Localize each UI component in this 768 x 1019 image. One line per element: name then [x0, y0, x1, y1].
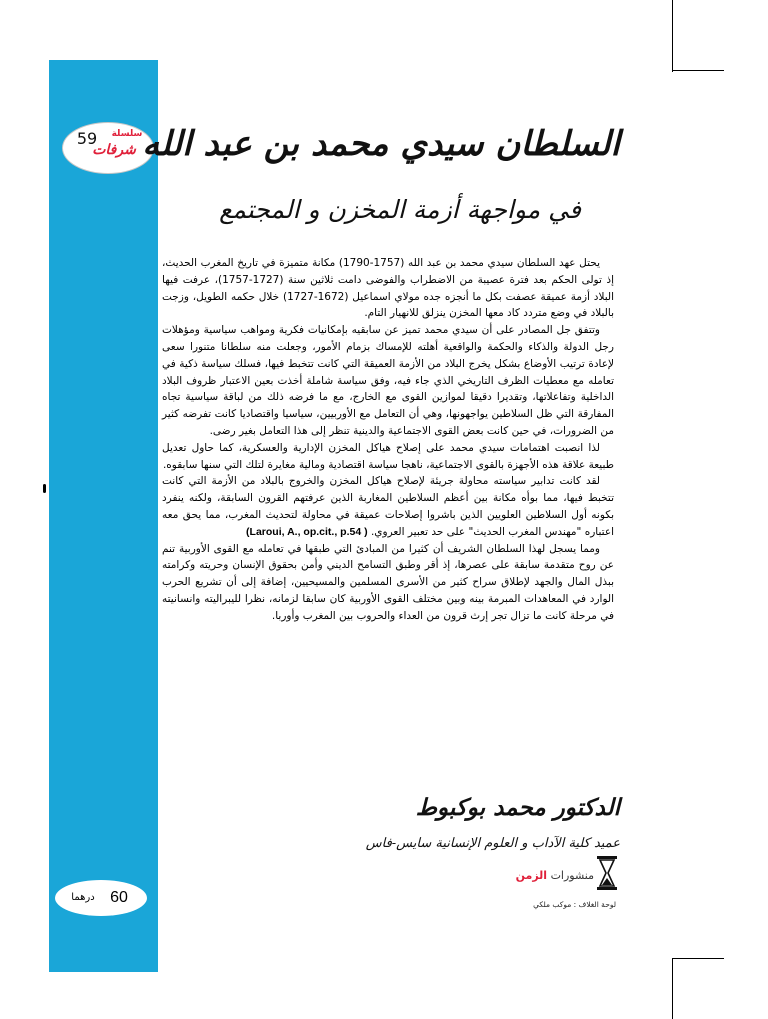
book-title: السلطان سيدي محمد بن عبد الله [142, 124, 620, 164]
crop-mark [672, 0, 673, 72]
back-cover-text [162, 255, 614, 625]
cover-side-band [49, 60, 158, 972]
signature-name: الدكتور محمد بوكبوط [415, 794, 620, 821]
body-paragraph: ومما يسجل لهذا السلطان الشريف أن كثيرا من المبادئ التي طبقها في تعامله مع القوى الأوربية تنم عن روح متقدمة سابقة على عصرها، إذ أقر وطبق التسامح الديني وأمن بحقوق الإنسان وحريته وكرامته ببذل المال والجهد لإطلاق سراح كثير من الأسرى المسلمين والمسيحيين، إضافة إلى أن تشريع الحرب الوارد في المعاهدات المبرمة بينه وبين مختلف القوى الأوربية كان سابقا لزمانه، نظرا لليبراليته وانسانيته في مرحلة كانت ما تزال تجر إرث قرون من العداء والحروب بين المغرب وأوربا. [162, 542, 614, 622]
crop-mark [672, 958, 673, 1019]
publisher-name [510, 868, 594, 884]
body-paragraph: يحتل عهد السلطان سيدي محمد بن عبد الله (1757-1790) مكانة متميزة في تاريخ المغرب الحديث، إذ تولى الحكم بعد فترة عصيبة من الاضطراب والفوضى دامت ثلاثين سنة (1727-1757)، عرفت فيها البلاد أزمة عميقة عصفت بكل ما أنجزه جده مولاي اسماعيل (1672-1727) خلال حكمه الطويل، وزجت بالبلاد في وضع متردد كاد معها المخزن ينزلق للانهيار التام. [162, 257, 615, 320]
book-subtitle: في مواجهة أزمة المخزن و المجتمع [219, 195, 581, 224]
publisher-brand: الزمن [515, 869, 548, 882]
price-amount: 60 [110, 889, 128, 906]
hourglass-icon [596, 855, 618, 891]
cover-credit: لوحة الغلاف : موكب ملكي [533, 900, 616, 909]
series-label: سلسلة [111, 129, 143, 139]
body-paragraph: وتتفق جل المصادر على أن سيدي محمد تميز عن سابقيه بإمكانيات فكرية ومواهب سياسية ومؤهلات رجل الدولة والذكاء والحكمة والواقعية أهلته للإمساك بزمام الأمور، وجعلت منه سلطانا متنورا سعى لإعادة ترتيب الأوضاع بشكل يخرج البلاد من الأزمة العميقة التي كانت تتخبط فيها، فسلك سياسة ذكية في تعامله مع معطيات الظرف التاريخي الذي جاء فيه، وفق سياسة شاملة أخذت بعين الاعتبار ظروف البلاد الداخلية وتفاعلاتها، وتقديرا دقيقا لموازين القوى مع الخارج، مع ما فرضه ذلك من لباقة سياسية تجاه المفارقة التي ظل السلاطين يواجهونها، وهي أن التعامل مع الأوربيين، سياسيا واقتصاديا كانت تفرضه كثير من الضرورات، في حين كانت بعض القوى الاجتماعية والدينية تنظر إلى هذا التعامل بغير رضى. [162, 324, 614, 437]
body-paragraph-text: لقد كانت تدابير سياسته محاولة جريئة لإصلاح هياكل المخزن والخروج بالبلاد من الأزمة التي كانت تتخبط فيها، مما بوأه مكانة بين أعظم السلاطين المغاربة الذين عرفتهم القرون السابقة، ولكنه ينفرد بكونه أول السلاطين العلويين الذين باشروا إصلاحات عميقة في محاولة لتحديث المغرب، مما يحق معه اعتباره "مهندس المغرب الحديث" على حد تعبير العروي. [162, 475, 614, 538]
registration-mark [43, 484, 46, 493]
body-paragraph: لذا انصبت اهتمامات سيدي محمد على إصلاح هياكل المخزن الإدارية والعسكرية، كما حاول تعديل طبيعة علاقة هذه الأجهزة بالقوى الاجتماعية، ناهجا سياسة اقتصادية ومالية مغايرة لتلك التي سنها سابقوه. [162, 441, 614, 471]
series-number: 59 [76, 129, 98, 148]
price-currency: درهما [71, 892, 95, 903]
publisher-prefix: منشورات [550, 869, 594, 882]
citation: (Laroui, A., op.cit., p.54 ) [246, 525, 368, 538]
crop-mark [672, 958, 724, 959]
body-paragraph [162, 473, 614, 540]
crop-mark [672, 70, 724, 71]
series-name: شرفات [92, 142, 136, 158]
signature-role: عميد كلية الآداب و العلوم الإنسانية سايس-فاس [365, 836, 620, 851]
